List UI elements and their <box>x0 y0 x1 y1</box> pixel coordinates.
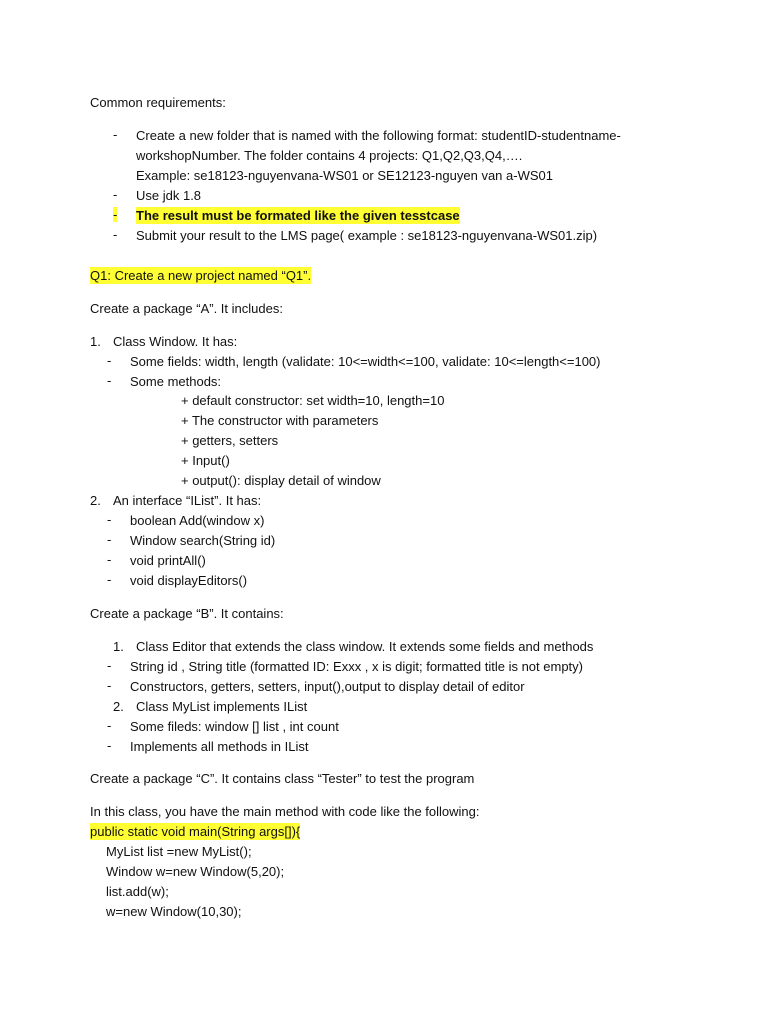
bullet-dash: - <box>107 532 112 547</box>
common-item-2: Use jdk 1.8 <box>136 188 202 203</box>
method-input: + Input() <box>181 453 230 468</box>
interface-ilist-title: An interface “IList”. It has: <box>113 493 262 508</box>
common-item-3-highlighted: The result must be formated like the given tesstcase <box>136 208 460 223</box>
class-mylist-title: Class MyList implements IList <box>136 699 308 714</box>
bullet-dash: - <box>107 552 112 567</box>
bullet-dash: - <box>107 658 112 673</box>
mylist-implements: Implements all methods in IList <box>130 739 309 754</box>
ilist-method-search: Window search(String id) <box>130 533 276 548</box>
heading-common-requirements: Common requirements: <box>90 95 226 110</box>
code-line: Window w=new Window(5,20); <box>106 864 285 879</box>
bullet-dash: - <box>107 353 112 368</box>
bullet-dash: - <box>107 512 112 527</box>
bullet-dash: - <box>113 187 118 202</box>
code-line-main-highlighted: public static void main(String args[]){ <box>90 824 301 839</box>
window-methods-label: Some methods: <box>130 374 222 389</box>
bullet-dash: - <box>107 572 112 587</box>
code-line: list.add(w); <box>106 884 169 899</box>
method-param-constructor: + The constructor with parameters <box>181 413 379 428</box>
method-getters-setters: + getters, setters <box>181 433 279 448</box>
code-line: w=new Window(10,30); <box>106 904 242 919</box>
ilist-method-printall: void printAll() <box>130 553 206 568</box>
editor-fields: String id , String title (formatted ID: Exxx , x is digit; formatted title is not empty) <box>130 659 583 674</box>
common-item-1-line-2: workshopNumber. The folder contains 4 projects: Q1,Q2,Q3,Q4,…. <box>136 148 523 163</box>
mylist-fields: Some fileds: window [] list , int count <box>130 719 339 734</box>
bullet-dash: - <box>113 127 118 142</box>
package-b-intro: Create a package “B”. It contains: <box>90 606 284 621</box>
class-editor-title: Class Editor that extends the class window. It extends some fields and methods <box>136 639 594 654</box>
bullet-dash: - <box>107 373 112 388</box>
package-a-intro: Create a package “A”. It includes: <box>90 301 283 316</box>
ilist-method-displayeditors: void displayEditors() <box>130 573 248 588</box>
list-number: 1. <box>90 334 101 349</box>
code-line: MyList list =new MyList(); <box>106 844 252 859</box>
method-output: + output(): display detail of window <box>181 473 381 488</box>
common-item-1-line-1: Create a new folder that is named with the following format: studentID-studentname- <box>136 128 621 143</box>
list-number: 1. <box>113 639 124 654</box>
bullet-dash: - <box>107 738 112 753</box>
common-item-4: Submit your result to the LMS page( example : se18123-nguyenvana-WS01.zip) <box>136 228 598 243</box>
class-window-title: Class Window. It has: <box>113 334 238 349</box>
list-number: 2. <box>113 699 124 714</box>
bullet-dash: - <box>113 207 118 222</box>
main-method-intro: In this class, you have the main method with code like the following: <box>90 804 480 819</box>
method-default-constructor: + default constructor: set width=10, length=10 <box>181 393 445 408</box>
bullet-dash: - <box>113 227 118 242</box>
ilist-method-add: boolean Add(window x) <box>130 513 265 528</box>
editor-methods: Constructors, getters, setters, input(),output to display detail of editor <box>130 679 525 694</box>
package-c-intro: Create a package “C”. It contains class “Tester” to test the program <box>90 771 475 786</box>
bullet-dash: - <box>107 678 112 693</box>
list-number: 2. <box>90 493 101 508</box>
q1-title-highlighted: Q1: Create a new project named “Q1”. <box>90 268 312 283</box>
window-fields: Some fields: width, length (validate: 10<=width<=100, validate: 10<=length<=100) <box>130 354 601 369</box>
common-item-1-line-3: Example: se18123-nguyenvana-WS01 or SE12123-nguyen van a-WS01 <box>136 168 553 183</box>
bullet-dash: - <box>107 718 112 733</box>
